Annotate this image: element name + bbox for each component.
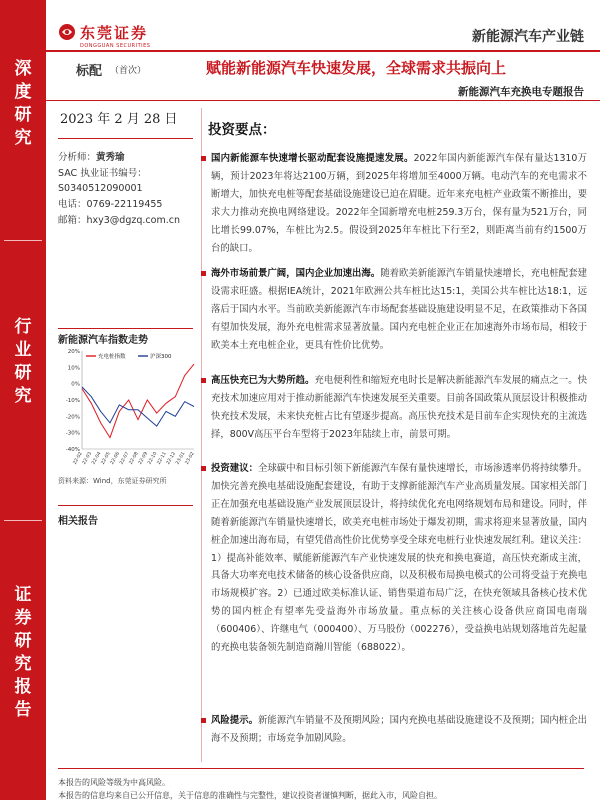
x-tick-label: 22-07 (119, 451, 131, 466)
logo-subtext: DONGGUAN SECURITIES (80, 43, 151, 49)
y-tick-label: -10% (65, 398, 80, 404)
highlight-paragraph: 海外市场前景广阔，国内企业加速出海。随着欧美新能源汽车销量快速增长，充电桩配套建设需求旺盛。根据IEA统计，2021年欧洲公共车桩比达15:1，美国公共车桩比达18:1，远落后于国内水平。当前欧美新能源汽车市场配套基础设施建设明显不足，在政策推动下各国有望加快发展，海外充电桩需求显著放量。国内充电桩企业正在加速海外市场布局，相较于欧美本土充电桩企业，更具有性价比优势。 (211, 265, 587, 355)
x-tick-label: 22-11 (156, 451, 168, 466)
analyst-info: 分析师：黄秀瑜 SAC 执业证书编号： S0340512090001 电话：0769-22119455 邮箱：hxy3@dgzq.com.cn (58, 150, 180, 229)
sidebar-divider (4, 240, 42, 241)
bullet-icon (201, 378, 206, 383)
highlight-paragraph: 国内新能源车快速增长驱动配套设施提速发展。2022年国内新能源汽车保有量达1310万辆，预计2023年将达2100万辆，到2025年将增加至4000万辆。电动汽车的充电需求不断增大，加快充电桩等配套基础设施建设已迫在眉睫。近年来充电桩产业政策不断推出，要求大力推动充换电网络建设。2022年全国新增充电桩259.3万台，保有量为521万台，同比增长99.07%，车桩比为2.5。假设到2025年车桩比下行至2，则距离当前有约1500万台的缺口。 (211, 150, 587, 257)
x-tick-label: 22-10 (147, 451, 159, 466)
sidebar-label-deep-research: 深 度 研 究 (14, 59, 32, 148)
rating-note: （首次） (110, 66, 147, 76)
bullet-icon (201, 271, 206, 276)
series-line (82, 364, 194, 438)
left-sidebar (0, 0, 46, 800)
rating-label: 标配 (76, 64, 103, 79)
x-tick-label: 23-02 (184, 451, 196, 466)
x-tick-label: 22-09 (138, 451, 150, 466)
highlight-paragraph: 投资建议：全球碳中和目标引领下新能源汽车保有量快速增长，市场渗透率仍将持续攀升。加快完善充换电基础设施配套建设，有助于支撑新能源汽车产业高质量发展。国家相关部门正在加强充电基础设施产业发展顶层设计，将持续优化充电网络规划布局和建设。同时，伴随着新能源汽车销量快速增长，欧美充电桩市场处于爆发初期，需求将迎来显著放量，国内桩企加速出海布局，有望凭借高性价比优势享受全球充电桩行业快速发展红利。建议关注：1）提高补能效率、赋能新能源汽车产业快速发展的快充和换电赛道，高压快充渐成主流，具备大功率充电技术储备的核心设备供应商，以及积极布局换电模式的公司将受益于充换电市场规模扩容。2）已通过欧美标准认证、销售渠道布局广泛，在快充领域具备核心技术优势的国内桩企有望率先受益海外市场放量。重点标的关注核心设备供应商国电南瑞（600406）、许继电气（000400）、万马股份（002276），受益换电站规划落地首先起量的充换电装备领先制造商瀚川智能（688022）。 (211, 460, 587, 657)
highlight-paragraph: 高压快充已为大势所趋。充电便利性和缩短充电时长是解决新能源汽车发展的痛点之一。快充技术加速应用对于推动新能源汽车快速发展至关重要。目前各国政策从顶层设计积极推动快充技术发展，未来快充桩占比有望逐步提高。高压快充技术是目前车企实现快充的主流选择，800V高压平台车型将于2023年陆续上市，前景可期。 (211, 372, 587, 444)
header-rule (46, 50, 600, 52)
x-tick-label: 22-08 (128, 451, 140, 466)
sidebar-label-industry-research: 行 业 研 究 (14, 317, 32, 406)
report-date: 2023 年 2 月 28 日 (60, 112, 178, 127)
x-tick-label: 23-01 (175, 451, 187, 466)
y-tick-label: 10% (67, 365, 80, 372)
analyst-email[interactable]: 邮箱：hxy3@dgzq.com.cn (58, 214, 180, 226)
related-rule (58, 505, 193, 506)
license-label: SAC 执业证书编号： (58, 167, 147, 179)
x-tick-label: 22-06 (110, 451, 122, 466)
logo-text: 东莞证券 (80, 24, 149, 42)
index-trend-chart (58, 345, 198, 469)
date-rule (58, 138, 193, 139)
y-tick-label: -40% (65, 447, 80, 453)
x-tick-label: 22-03 (82, 451, 94, 466)
chart-rule (58, 328, 193, 329)
y-tick-label: -20% (65, 414, 80, 421)
bullet-icon (201, 156, 206, 161)
analyst-name: 黄秀瑜 (96, 152, 125, 163)
disclaimer: 本报告的风险等级为中高风险。 本报告的信息均来自已公开信息，关于信息的准确性与完整性，建议投资者谨慎判断，据此入市，风险自担。 (58, 778, 442, 800)
industry-topic: 新能源汽车产业链 (472, 29, 584, 45)
x-tick-label: 22-04 (91, 451, 103, 466)
chart-source: 资料来源：Wind，东莞证券研究所 (58, 477, 167, 485)
sidebar-label-securities-report: 证 券 研 究 报 告 (14, 585, 32, 720)
y-tick-label: -30% (65, 430, 80, 437)
legend-label: 充电桩指数 (98, 354, 126, 360)
legend-label: 沪深300 (150, 354, 172, 360)
y-tick-label: 0% (71, 381, 80, 388)
footer-rule (58, 768, 584, 769)
column-divider (201, 108, 202, 762)
analyst-phone: 电话：0769-22119455 (58, 199, 163, 211)
company-logo (58, 22, 150, 49)
investment-highlights-heading: 投资要点： (208, 122, 276, 138)
sidebar-divider (4, 520, 42, 521)
title-rule (46, 100, 600, 101)
logo-emblem-icon (58, 23, 76, 41)
y-tick-label: 20% (67, 349, 80, 355)
chart-title: 新能源汽车指数走势 (58, 335, 148, 346)
x-tick-label: 22-05 (100, 451, 112, 466)
license-number: S0340512090001 (58, 183, 143, 195)
report-subtitle: 新能源汽车充换电专题报告 (458, 86, 584, 98)
bullet-icon (201, 466, 206, 471)
x-tick-label: 22-12 (166, 451, 178, 466)
related-reports-title: 相关报告 (58, 516, 98, 527)
report-title: 赋能新能源汽车快速发展，全球需求共振向上 (206, 59, 507, 77)
highlight-paragraph: 风险提示。新能源汽车销量不及预期风险；国内充换电基础设施建设不及预期；国内桩企出海不及预期；市场竞争加剧风险。 (211, 712, 587, 748)
bullet-icon (201, 718, 206, 723)
x-tick-label: 22-02 (72, 451, 84, 466)
